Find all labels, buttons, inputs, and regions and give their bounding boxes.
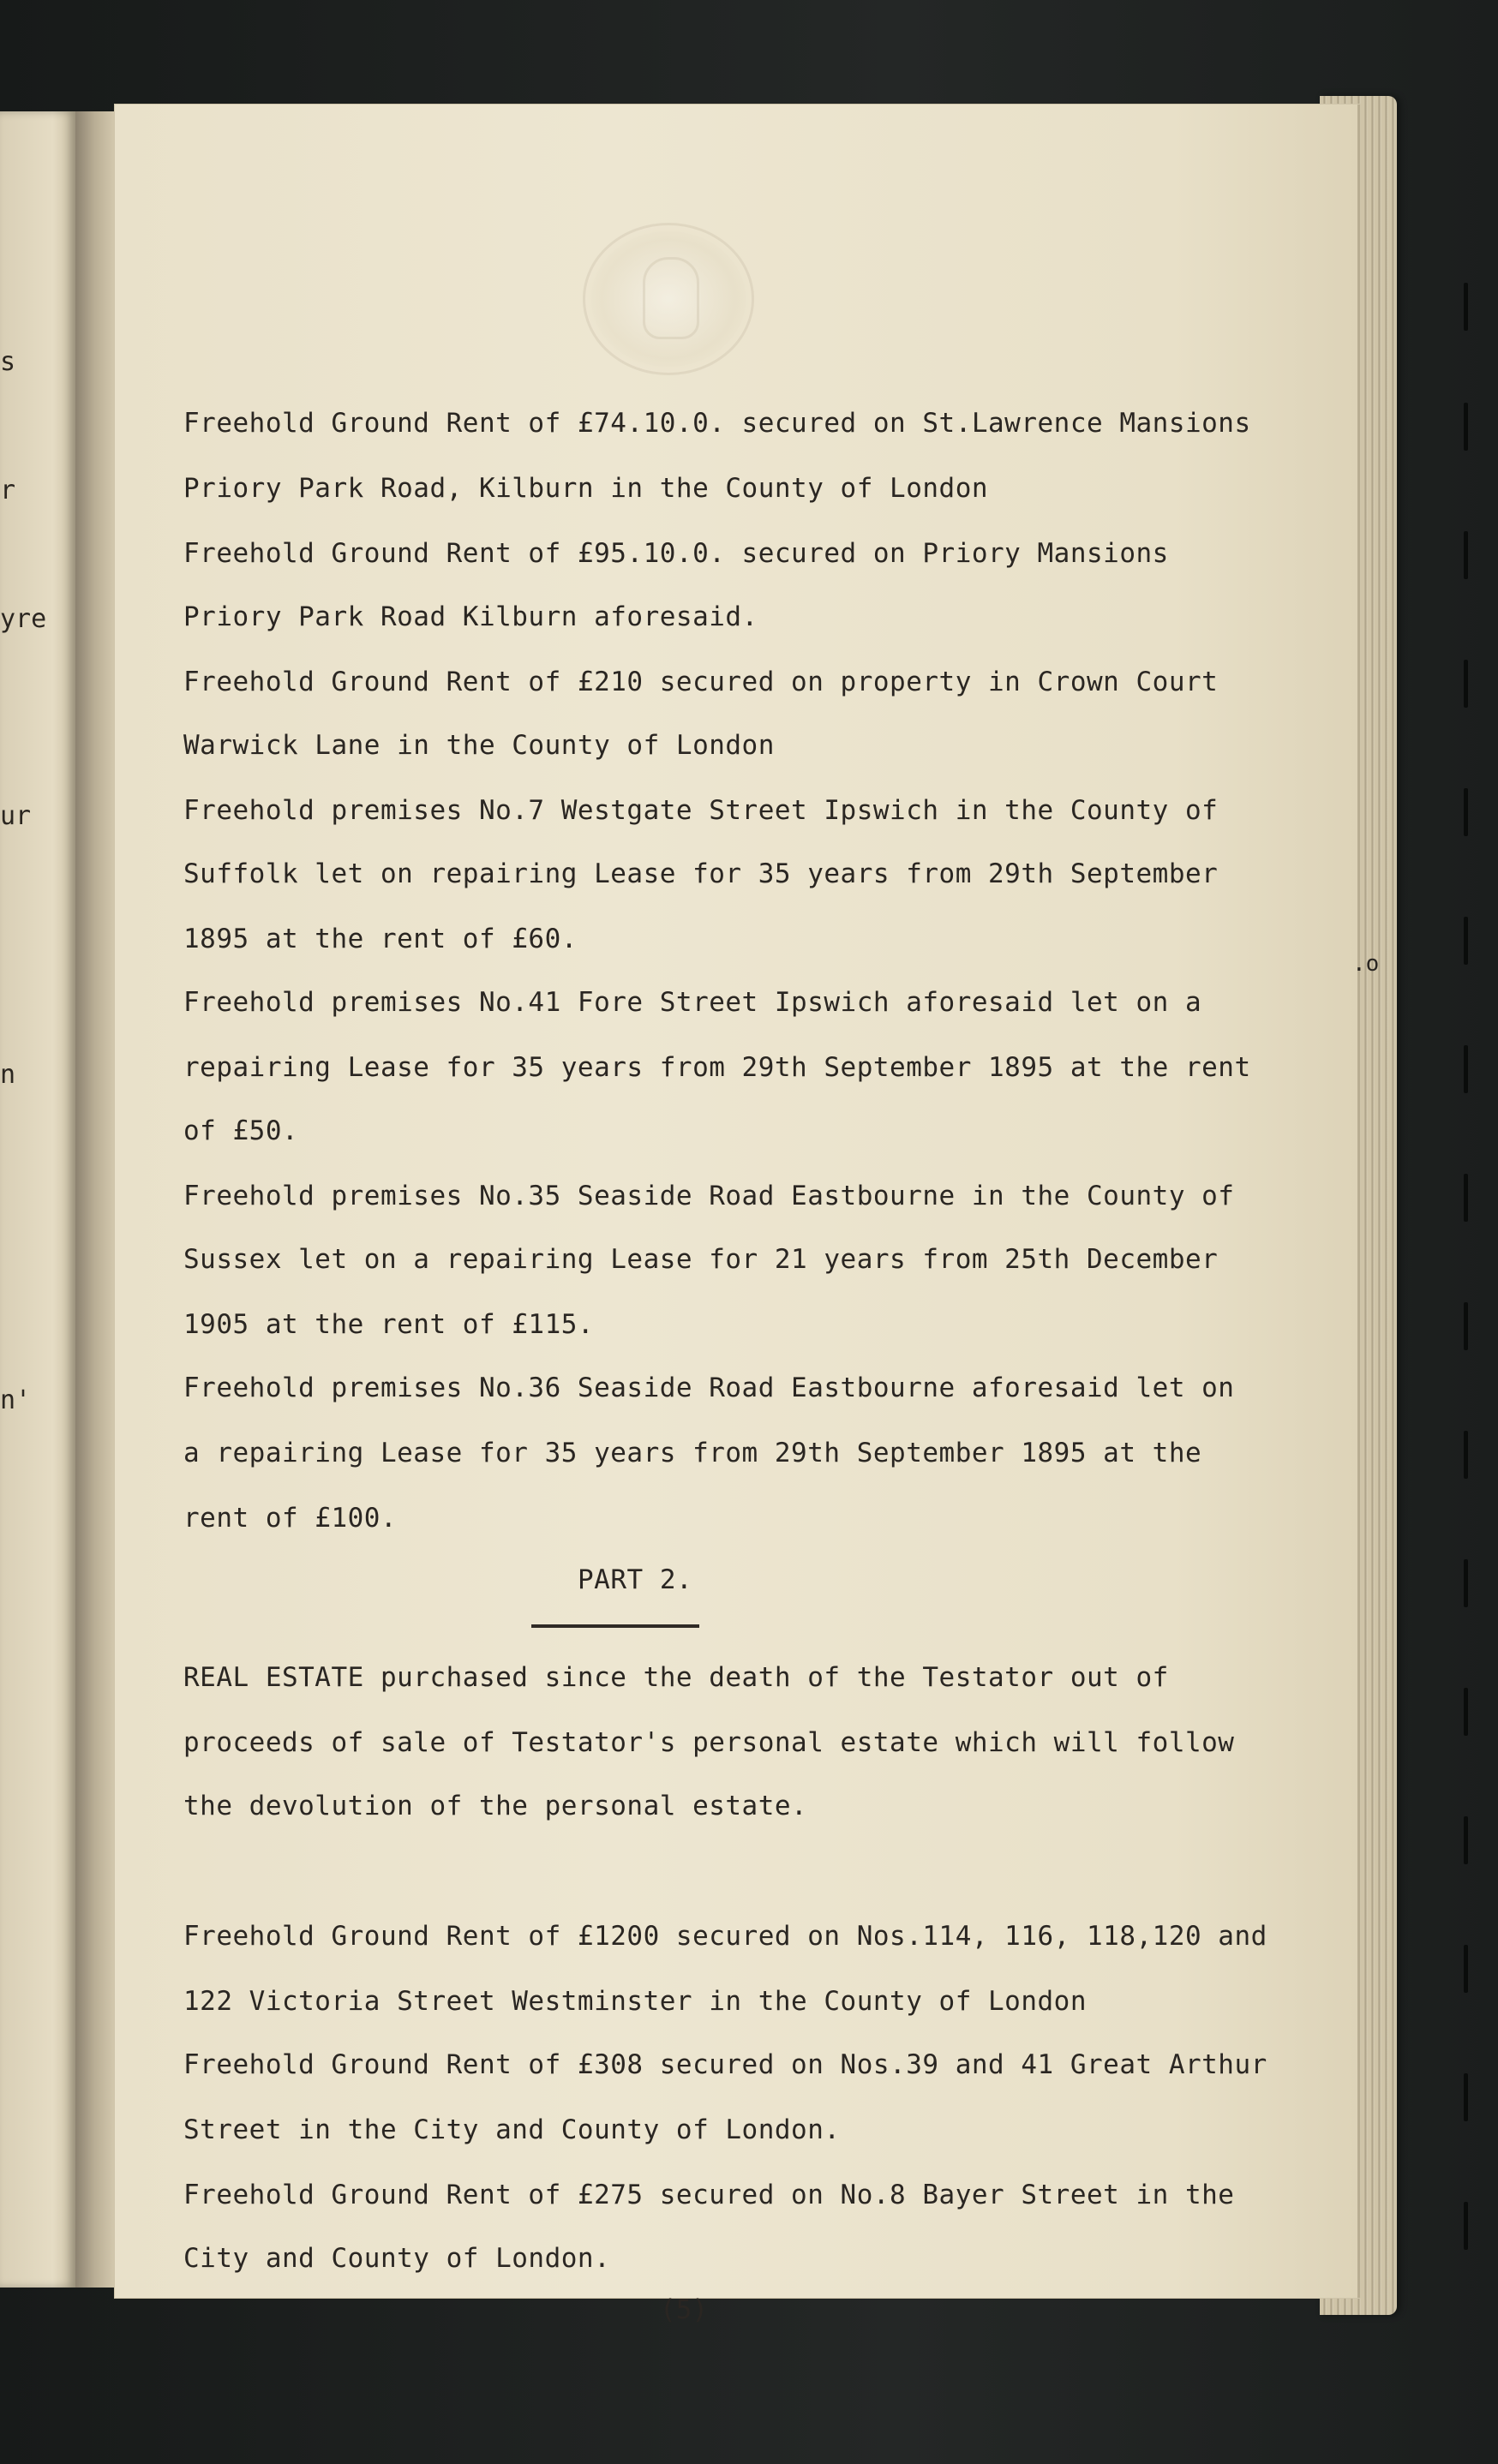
text-line: Freehold Ground Rent of £210 secured on property in Crown Court: [183, 667, 1219, 697]
left-fragment: n: [0, 1060, 16, 1090]
page-number: (5): [660, 2294, 708, 2325]
text-line: Freehold Ground Rent of £275 secured on No.8 Bayer Street in the: [183, 2180, 1235, 2210]
text-line: Freehold Ground Rent of £308 secured on Nos.39 and 41 Great Arthur: [183, 2049, 1267, 2080]
text-line: a repairing Lease for 35 years from 29th September 1895 at the: [183, 1438, 1202, 1468]
text-line: Freehold premises No.35 Seaside Road Eastbourne in the County of: [183, 1181, 1235, 1211]
text-line: Suffolk let on repairing Lease for 35 years from 29th September: [183, 858, 1219, 889]
text-line: Sussex let on a repairing Lease for 21 years from 25th December: [183, 1244, 1219, 1275]
text-line: 1895 at the rent of £60.: [183, 924, 578, 954]
embossed-seal: [583, 223, 754, 375]
text-line: REAL ESTATE purchased since the death of the Testator out of: [183, 1662, 1169, 1693]
margin-mark: .o: [1352, 951, 1380, 977]
binding-stitches: [1464, 283, 1471, 2253]
text-line: Priory Park Road, Kilburn in the County of London: [183, 473, 989, 504]
text-line: Street in the City and County of London.: [183, 2114, 841, 2145]
text-line: Priory Park Road Kilburn aforesaid.: [183, 601, 758, 632]
text-line: Freehold premises No.41 Fore Street Ipswich aforesaid let on a: [183, 987, 1202, 1018]
text-line: Freehold Ground Rent of £1200 secured on Nos.114, 116, 118,120 and: [183, 1921, 1267, 1952]
text-line: proceeds of sale of Testator's personal estate which will follow: [183, 1727, 1235, 1758]
text-line: Freehold Ground Rent of £74.10.0. secured on St.Lawrence Mansions: [183, 408, 1251, 439]
document-page: [115, 105, 1360, 2325]
heading-underline: [531, 1624, 699, 1628]
left-fragment: n': [0, 1385, 32, 1415]
text-line: Freehold premises No.7 Westgate Street Ipswich in the County of: [183, 795, 1219, 826]
text-line: 1905 at the rent of £115.: [183, 1309, 595, 1340]
text-line: of £50.: [183, 1115, 299, 1146]
part-heading: PART 2.: [578, 1564, 693, 1595]
text-line: Freehold Ground Rent of £95.10.0. secured on Priory Mansions: [183, 538, 1169, 569]
left-fragment: yre: [0, 604, 47, 634]
text-line: 122 Victoria Street Westminster in the County of London: [183, 1986, 1087, 2017]
text-line: Warwick Lane in the County of London: [183, 730, 775, 761]
text-line: City and County of London.: [183, 2243, 611, 2274]
text-line: Freehold premises No.36 Seaside Road Eastbourne aforesaid let on: [183, 1373, 1235, 1403]
left-fragment: r: [0, 475, 16, 505]
previous-page-edge: [0, 111, 75, 2288]
text-line: the devolution of the personal estate.: [183, 1791, 808, 1821]
text-line: rent of £100.: [183, 1503, 398, 1534]
text-line: repairing Lease for 35 years from 29th September 1895 at the rent: [183, 1052, 1251, 1083]
binding-gutter: [75, 111, 118, 2288]
left-fragment: ur: [0, 801, 32, 831]
left-fragment: s: [0, 347, 16, 377]
